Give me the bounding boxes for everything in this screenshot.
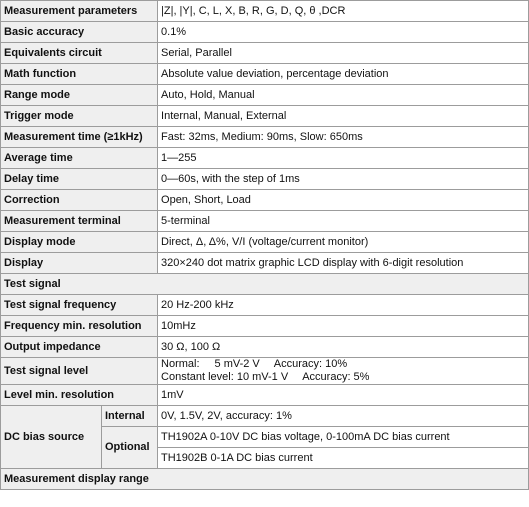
- row-key: Output impedance: [1, 337, 158, 358]
- row-value: Direct, Δ, Δ%, V/I (voltage/current monitor): [158, 232, 529, 253]
- row-key: Measurement terminal: [1, 211, 158, 232]
- table-row: [1, 211, 529, 232]
- table-row: [1, 469, 529, 490]
- table-row: [1, 106, 529, 127]
- table-row: [1, 190, 529, 211]
- table-row: [1, 148, 529, 169]
- constant-label: Constant level: 10 mV-1 V: [161, 371, 289, 383]
- row-value: 30 Ω, 100 Ω: [158, 337, 529, 358]
- row-value: 0—60s, with the step of 1ms: [158, 169, 529, 190]
- row-key: Correction: [1, 190, 158, 211]
- table-row: [1, 385, 529, 406]
- table-row: [1, 337, 529, 358]
- row-key: Measurement parameters: [1, 1, 158, 22]
- table-row: [1, 1, 529, 22]
- row-key: Test signal level: [1, 358, 158, 385]
- row-value: 1mV: [158, 385, 529, 406]
- row-value: |Z|, |Y|, C, L, X, B, R, G, D, Q, θ ,DCR: [158, 1, 529, 22]
- row-key: Equivalents circuit: [1, 43, 158, 64]
- section-header: Test signal: [1, 274, 529, 295]
- row-value: 320×240 dot matrix graphic LCD display with 6-digit resolution: [158, 253, 529, 274]
- row-value: 1—255: [158, 148, 529, 169]
- row-key: Display mode: [1, 232, 158, 253]
- table-row: [1, 64, 529, 85]
- row-key: Test signal frequency: [1, 295, 158, 316]
- row-value: 10mHz: [158, 316, 529, 337]
- dc-bias-optional-value: TH1902A 0-10V DC bias voltage, 0-100mA DC bias current: [158, 427, 529, 448]
- row-key: Average time: [1, 148, 158, 169]
- row-key: Basic accuracy: [1, 22, 158, 43]
- table-row: [1, 295, 529, 316]
- row-value: 20 Hz-200 kHz: [158, 295, 529, 316]
- row-value: Absolute value deviation, percentage deviation: [158, 64, 529, 85]
- table-row: [1, 127, 529, 148]
- table-row: [1, 169, 529, 190]
- row-value: Auto, Hold, Manual: [158, 85, 529, 106]
- dc-bias-key: DC bias source: [1, 406, 102, 469]
- row-key: Measurement time (≥1kHz): [1, 127, 158, 148]
- table-row: [1, 43, 529, 64]
- row-key: Delay time: [1, 169, 158, 190]
- row-value: Internal, Manual, External: [158, 106, 529, 127]
- section-header: Measurement display range: [1, 469, 529, 490]
- row-key: Display: [1, 253, 158, 274]
- normal-accuracy: Accuracy: 10%: [273, 358, 348, 370]
- table-row: [1, 316, 529, 337]
- row-value: Fast: 32ms, Medium: 90ms, Slow: 650ms: [158, 127, 529, 148]
- row-key: Range mode: [1, 85, 158, 106]
- row-key: Math function: [1, 64, 158, 85]
- row-key: Trigger mode: [1, 106, 158, 127]
- row-value: Open, Short, Load: [158, 190, 529, 211]
- normal-label: Normal:: [161, 358, 200, 370]
- constant-level-line: [161, 371, 525, 384]
- table-row: [1, 22, 529, 43]
- table-row: [1, 232, 529, 253]
- row-value: 5-terminal: [158, 211, 529, 232]
- table-row: [1, 85, 529, 106]
- row-key: Level min. resolution: [1, 385, 158, 406]
- table-row: [1, 274, 529, 295]
- table-row: [1, 253, 529, 274]
- table-row: [1, 406, 529, 427]
- normal-level-line: [161, 358, 525, 371]
- row-key: Frequency min. resolution: [1, 316, 158, 337]
- dc-bias-internal-label: Internal: [102, 406, 158, 427]
- dc-bias-optional-value: TH1902B 0-1A DC bias current: [158, 448, 529, 469]
- dc-bias-internal-value: 0V, 1.5V, 2V, accuracy: 1%: [158, 406, 529, 427]
- normal-value: 5 mV-2 V: [214, 358, 260, 370]
- constant-accuracy: Accuracy: 5%: [302, 371, 370, 383]
- row-value: 0.1%: [158, 22, 529, 43]
- table-row: [1, 358, 529, 385]
- test-signal-level-value: [158, 358, 529, 385]
- dc-bias-optional-label: Optional: [102, 427, 158, 469]
- row-value: Serial, Parallel: [158, 43, 529, 64]
